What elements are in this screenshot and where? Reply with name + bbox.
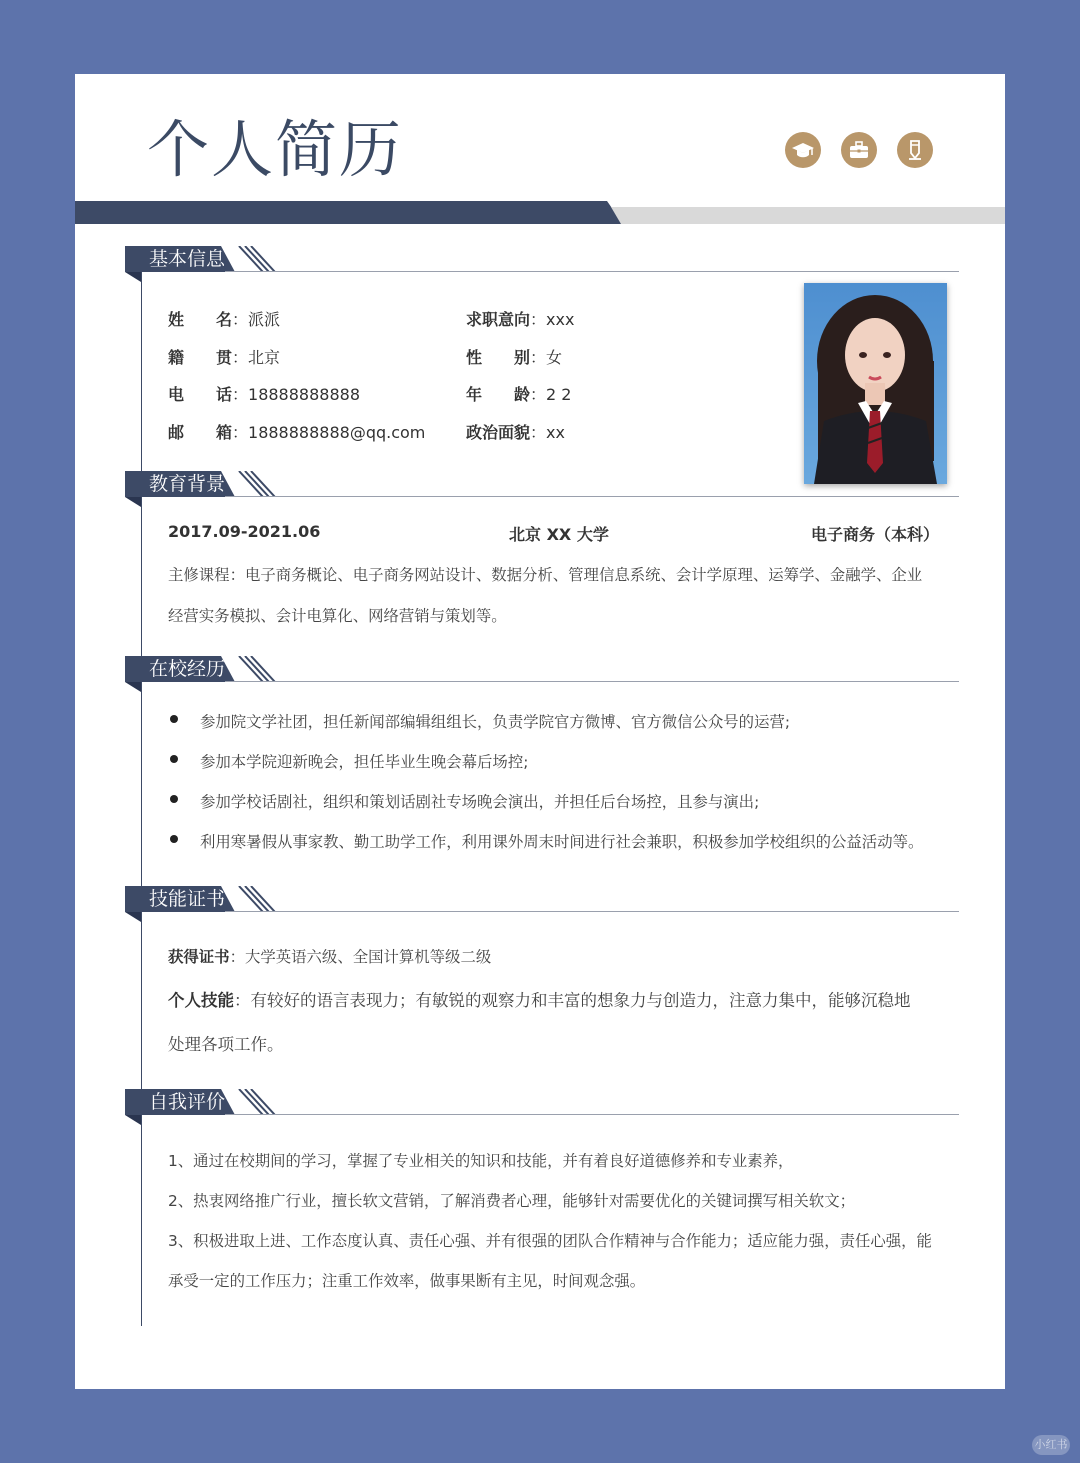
bullet-icon: [170, 835, 178, 843]
header-band-light: [611, 207, 1005, 224]
info-intent: 求职意向：xxx: [466, 310, 575, 329]
graduation-cap-icon: [785, 132, 821, 168]
stripes-decoration: [229, 886, 279, 912]
info-politics: 政治面貌：xx: [466, 423, 565, 442]
education-courses: 主修课程：电子商务概论、电子商务网站设计、数据分析、管理信息系统、会计学原理、运筹学、金融学、企业: [168, 566, 923, 584]
self-eval-item: 3、积极进取上进、工作态度认真、责任心强、并有很强的团队合作精神与合作能力；适应能力强，责任心强，能: [168, 1232, 932, 1250]
stripes-decoration: [229, 1089, 279, 1115]
bullet-icon: [170, 795, 178, 803]
list-item: 参加学校话剧社，组织和策划话剧社专场晚会演出，并担任后台场控，且参与演出;: [200, 793, 760, 811]
pencil-icon: [897, 132, 933, 168]
section-title: 自我评价: [149, 1091, 226, 1113]
education-school: 北京 XX 大学: [509, 525, 609, 544]
education-courses-cont: 经营实务模拟、会计电算化、网络营销与策划等。: [168, 607, 507, 625]
header-band-dark: [75, 201, 623, 224]
briefcase-icon: [841, 132, 877, 168]
section-title: 技能证书: [149, 888, 226, 910]
stripes-decoration: [229, 656, 279, 682]
section-header-campus: [125, 656, 959, 692]
skills-personal: 个人技能：有较好的语言表现力；有敏锐的观察力和丰富的想象力与创造力，注意力集中，能够沉稳地: [168, 991, 911, 1010]
section-header-basic: [125, 246, 959, 282]
self-eval-item: 1、通过在校期间的学习，掌握了专业相关的知识和技能，并有着良好道德修养和专业素养，: [168, 1152, 794, 1170]
skills-personal-cont: 处理各项工作。: [168, 1035, 284, 1054]
education-period: 2017.09-2021.06: [168, 522, 321, 541]
section-header-self: [125, 1089, 959, 1125]
section-header-skills: [125, 886, 959, 922]
section-title: 教育背景: [149, 473, 226, 495]
profile-photo: [804, 283, 947, 484]
watermark-logo: 小红书: [1032, 1435, 1070, 1455]
list-item: 利用寒暑假从事家教、勤工助学工作，利用课外周末时间进行社会兼职，积极参加学校组织的公益活动等。: [200, 833, 924, 851]
resume-page: [75, 74, 1005, 1389]
page-title: 个人简历: [147, 113, 404, 186]
skills-certificates: 获得证书：大学英语六级、全国计算机等级二级: [168, 948, 492, 966]
education-major: 电子商务（本科）: [810, 525, 939, 544]
info-phone: 电 话 ：18888888888: [168, 385, 360, 404]
self-eval-item-cont: 承受一定的工作压力；注重工作效率，做事果断有主见，时间观念强。: [168, 1272, 646, 1290]
info-age: 年 龄 ：2 2: [466, 385, 572, 404]
stripes-decoration: [229, 471, 279, 497]
info-gender: 性 别 ：女: [466, 348, 563, 367]
self-eval-item: 2、热衷网络推广行业，擅长软文营销，了解消费者心理，能够针对需要优化的关键词撰写相关软文；: [168, 1192, 855, 1210]
header-icons: [785, 132, 933, 168]
list-item: 参加本学院迎新晚会，担任毕业生晚会幕后场控;: [200, 753, 529, 771]
info-email: 邮 箱 ：1888888888@qq.com: [168, 423, 426, 442]
section-title: 基本信息: [149, 248, 226, 270]
section-title: 在校经历: [149, 658, 226, 680]
info-name: 姓 名 ：派派: [168, 310, 281, 329]
list-item: 参加院文学社团，担任新闻部编辑组组长，负责学院官方微博、官方微信公众号的运营;: [200, 713, 791, 731]
info-origin: 籍 贯 ：北京: [168, 348, 281, 367]
timeline-line: [141, 269, 142, 1326]
stripes-decoration: [229, 246, 279, 272]
bullet-icon: [170, 755, 178, 763]
section-header-education: [125, 471, 959, 507]
bullet-icon: [170, 715, 178, 723]
